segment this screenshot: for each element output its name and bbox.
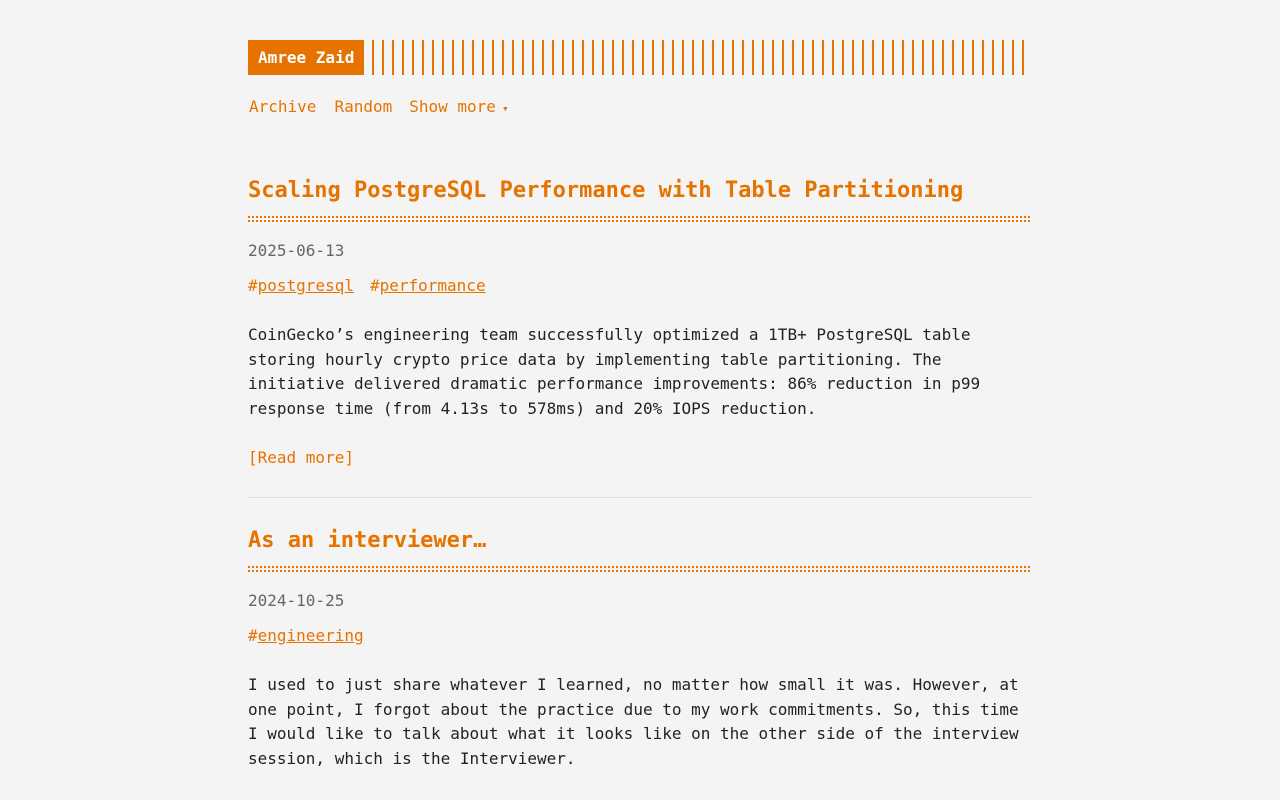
site-header	[248, 40, 1032, 75]
tag-engineering: #engineering	[248, 625, 364, 645]
show-more-label: Show more	[409, 97, 496, 116]
show-more-dropdown[interactable]	[409, 97, 508, 116]
read-more-link[interactable]: [Read more]	[248, 447, 354, 467]
site-nav	[248, 96, 1032, 118]
title-underline-decoration	[248, 216, 1032, 222]
post-title-link[interactable]: Scaling PostgreSQL Performance with Table Partitioning	[248, 178, 964, 203]
post-date: 2025-06-13	[248, 241, 345, 260]
tag-postgresql: #postgresql	[248, 276, 354, 295]
post-item	[248, 176, 1032, 467]
post-summary: CoinGecko’s engineering team successfully optimized a 1TB+ PostgreSQL table storing hourly crypto price data by implementing table partitioning. The initiative delivered dramatic performance improvements: 86% reduction in p99 response time (from 4.13s to 578ms) and 20% IOPS reduction.	[248, 325, 981, 419]
nav-archive-link[interactable]: Archive	[249, 97, 317, 116]
page-container	[248, 40, 1032, 772]
tag-link-performance[interactable]: performance	[379, 276, 486, 295]
tag-link-engineering[interactable]: engineering	[257, 625, 364, 645]
post-item	[248, 526, 1032, 772]
post-title-link[interactable]: As an interviewer…	[248, 527, 487, 553]
post-tags	[248, 275, 1032, 297]
post-date: 2024-10-25	[248, 590, 345, 610]
title-underline-decoration	[248, 566, 1032, 572]
post-summary: I used to just share whatever I learned, no matter how small it was. However, at one point, I forgot about the practice due to my work commitments. So, this time I would like to talk about what it looks like on the other side of the interview session, which is the Interviewer.	[248, 674, 1019, 768]
nav-random-link[interactable]: Random	[334, 97, 393, 116]
post-tags	[248, 625, 1032, 647]
tag-performance: #performance	[369, 276, 486, 295]
tag-link-postgresql[interactable]: postgresql	[257, 276, 354, 295]
header-stripes-decoration	[372, 40, 1032, 75]
caret-down-icon: ▾	[501, 102, 509, 115]
post-divider	[248, 497, 1032, 498]
site-logo[interactable]: Amree Zaid	[248, 40, 364, 75]
